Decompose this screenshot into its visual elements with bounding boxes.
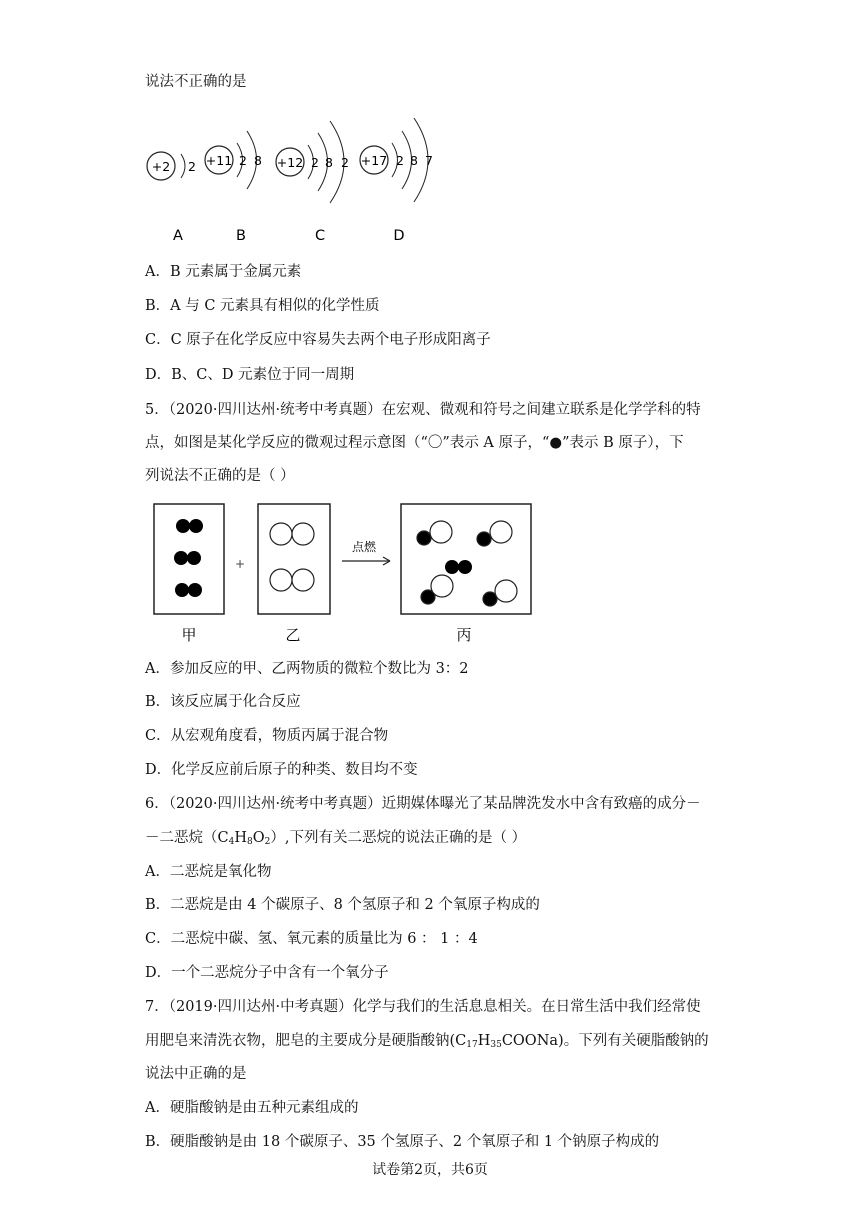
option-b: B．A 与 C 元素具有相似的化学性质 <box>145 298 380 314</box>
option-c: C．从宏观角度看，物质丙属于混合物 <box>145 728 389 744</box>
page-footer: 试卷第2页，共6页 <box>372 1162 488 1178</box>
chemical-formula: $C_4H_8O_2$ <box>217 830 271 847</box>
atom-label: D <box>393 228 405 244</box>
question-5-stem-line-3: 列说法不正确的是（ ） <box>145 468 295 484</box>
arrow-condition-label: 点燃 <box>351 540 377 554</box>
stem-text: ）,下列有关二恶烷的说法正确的是（ ） <box>270 830 527 846</box>
atom-label: C <box>314 228 326 244</box>
electron-count: 8 <box>254 153 262 168</box>
stem-text: )。下列有关硬脂酸钠的 <box>558 1033 709 1049</box>
option-c: C．C 原子在化学反应中容易失去两个电子形成阳离子 <box>145 332 491 348</box>
molecule-a2 <box>270 523 314 591</box>
electron-count: 2 <box>239 153 247 168</box>
option-c: C．二恶烷中碳、氢、氧元素的质量比为 6 ： 1 ：4 <box>145 931 478 947</box>
electron-count: 8 <box>325 155 333 170</box>
reactant-box-yi <box>258 504 330 614</box>
option-a: A．B 元素属于金属元素 <box>145 264 302 280</box>
option-a: A．二恶烷是氧化物 <box>145 864 272 880</box>
stem-text: －二恶烷（ <box>145 830 218 846</box>
nucleus-charge: +17 <box>360 153 388 168</box>
option-a: A．硬脂酸钠是由五种元素组成的 <box>145 1100 359 1116</box>
molecule-b2 <box>174 519 203 597</box>
electron-count: 7 <box>425 153 433 168</box>
option-d: D．一个二恶烷分子中含有一个氧分子 <box>145 965 389 981</box>
electron-count: 2 <box>188 159 196 174</box>
atom-a <box>147 152 196 244</box>
atom-structure-diagram <box>140 118 460 250</box>
electron-count: 8 <box>410 153 418 168</box>
question-5-stem-line-2: 点，如图是某化学反应的微观过程示意图（“〇”表示 A 原子，“●”表示 B 原子），下 <box>145 435 684 451</box>
question-7-stem-line-2 <box>145 1031 709 1051</box>
atom-label: A <box>173 228 183 244</box>
reaction-diagram <box>150 500 540 650</box>
option-a: A．参加反应的甲、乙两物质的微粒个数比为 3：2 <box>145 661 469 677</box>
nucleus-charge: +12 <box>276 155 304 170</box>
option-d: D．化学反应前后原子的种类、数目均不变 <box>145 762 418 778</box>
molecule-b2-excess <box>445 560 472 574</box>
electron-count: 2 <box>311 155 319 170</box>
plus-sign: + <box>234 557 246 571</box>
option-b: B．二恶烷是由 4 个碳原子、8 个氢原子和 2 个氧原子构成的 <box>145 897 540 913</box>
atom-d <box>360 118 433 244</box>
option-b: B．硬脂酸钠是由 18 个碳原子、35 个氢原子、2 个氧原子和 1 个钠原子构成的 <box>145 1134 660 1150</box>
question-6-stem-line-1: 6．（2020·四川达州·统考中考真题）近期媒体曝光了某品牌洗发水中含有致癌的成分－ <box>145 796 701 812</box>
question-7-stem-line-3: 说法中正确的是 <box>145 1066 247 1082</box>
box-label-bing: 丙 <box>456 626 472 644</box>
option-b: B．该反应属于化合反应 <box>145 694 301 710</box>
question-stem-tail: 说法不正确的是 <box>145 74 247 90</box>
electron-count: 2 <box>341 155 349 170</box>
atom-b <box>205 131 262 244</box>
box-label-yi: 乙 <box>285 626 301 644</box>
question-5-stem-line-1: 5．（2020·四川达州·统考中考真题）在宏观、微观和符号之间建立联系是化学学科的特 <box>145 402 701 418</box>
electron-count: 2 <box>396 153 404 168</box>
chemical-formula: $C_{17}H_{35}COONa$ <box>455 1033 559 1050</box>
option-d: D．B、C、D 元素位于同一周期 <box>145 367 355 383</box>
question-7-stem-line-1: 7．（2019·四川达州·中考真题）化学与我们的生活息息相关。在日常生活中我们经常使 <box>145 999 701 1015</box>
box-label-jia: 甲 <box>181 626 197 644</box>
atom-label: B <box>236 228 246 244</box>
atom-c <box>276 121 349 244</box>
stem-text: 用肥皂来清洗衣物，肥皂的主要成分是硬脂酸钠( <box>145 1033 456 1049</box>
question-6-stem-line-2 <box>145 828 526 848</box>
nucleus-charge: +11 <box>205 153 233 168</box>
nucleus-charge: +2 <box>151 159 171 174</box>
